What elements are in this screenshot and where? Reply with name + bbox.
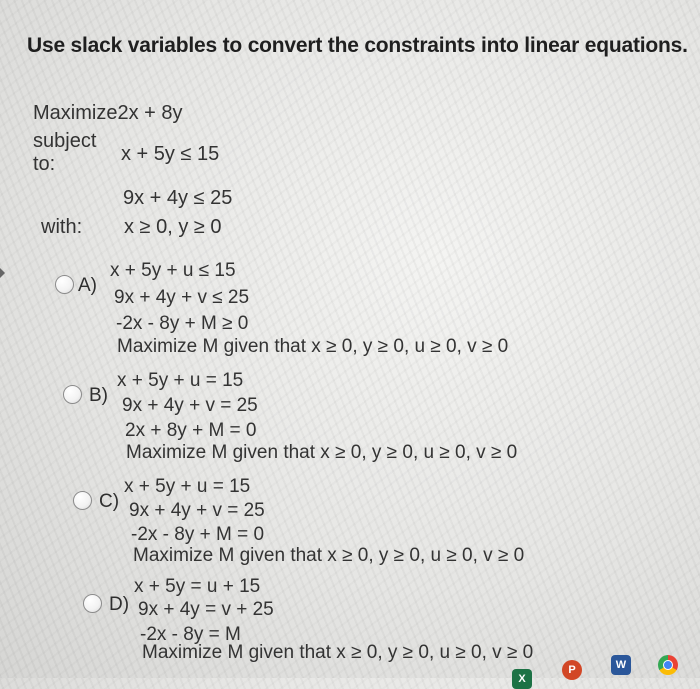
powerpoint-icon-glyph: P [568, 664, 576, 676]
option-c-radio[interactable] [73, 491, 92, 510]
option-c-line-2: 9x + 4y + v = 25 [129, 500, 265, 521]
chrome-icon[interactable] [658, 655, 678, 675]
nonnegativity-constraints: x ≥ 0, y ≥ 0 [124, 216, 222, 238]
objective-function: Maximize2x + 8y [33, 102, 183, 124]
option-d-line-4: Maximize M given that x ≥ 0, y ≥ 0, u ≥ 0, v ≥ 0 [142, 642, 534, 663]
word-icon[interactable] [611, 655, 631, 675]
powerpoint-icon[interactable] [562, 660, 582, 680]
option-d-line-2: 9x + 4y = v + 25 [138, 599, 274, 620]
option-b-letter: B) [89, 385, 108, 406]
option-d-letter: D) [109, 594, 130, 615]
option-d-line-3: -2x - 8y = M [140, 624, 241, 645]
option-a-line-2: 9x + 4y + v ≤ 25 [114, 287, 250, 308]
option-a-letter: A) [78, 275, 97, 296]
with-label: with: [41, 216, 83, 238]
option-a-radio[interactable] [55, 275, 74, 294]
question-title: Use slack variables to convert the constraints into linear equations. [27, 34, 688, 57]
option-b-line-4: Maximize M given that x ≥ 0, y ≥ 0, u ≥ 0, v ≥ 0 [126, 442, 518, 463]
left-edge-tick [0, 268, 5, 278]
constraint-2: 9x + 4y ≤ 25 [123, 187, 233, 209]
excel-icon[interactable] [512, 669, 532, 689]
constraint-1: x + 5y ≤ 15 [121, 143, 220, 165]
chrome-icon-center [663, 660, 673, 670]
option-d-line-1: x + 5y = u + 15 [134, 576, 261, 597]
option-c-line-1: x + 5y + u = 15 [124, 476, 251, 497]
subject-to-label: subject to: [33, 130, 97, 175]
option-c-line-4: Maximize M given that x ≥ 0, y ≥ 0, u ≥ 0, v ≥ 0 [133, 545, 525, 566]
option-b-line-1: x + 5y + u = 15 [117, 370, 244, 391]
option-a-line-3: -2x - 8y + M ≥ 0 [116, 313, 249, 334]
option-a-line-4: Maximize M given that x ≥ 0, y ≥ 0, u ≥ 0, v ≥ 0 [117, 336, 509, 357]
word-icon-glyph: W [615, 659, 627, 671]
option-c-letter: C) [99, 491, 120, 512]
option-b-line-3: 2x + 8y + M = 0 [125, 420, 257, 441]
option-b-line-2: 9x + 4y + v = 25 [122, 395, 258, 416]
excel-icon-glyph: X [518, 673, 526, 685]
option-c-line-3: -2x - 8y + M = 0 [131, 524, 265, 545]
option-b-radio[interactable] [63, 385, 82, 404]
option-d-radio[interactable] [83, 594, 102, 613]
option-a-line-1: x + 5y + u ≤ 15 [110, 260, 236, 281]
